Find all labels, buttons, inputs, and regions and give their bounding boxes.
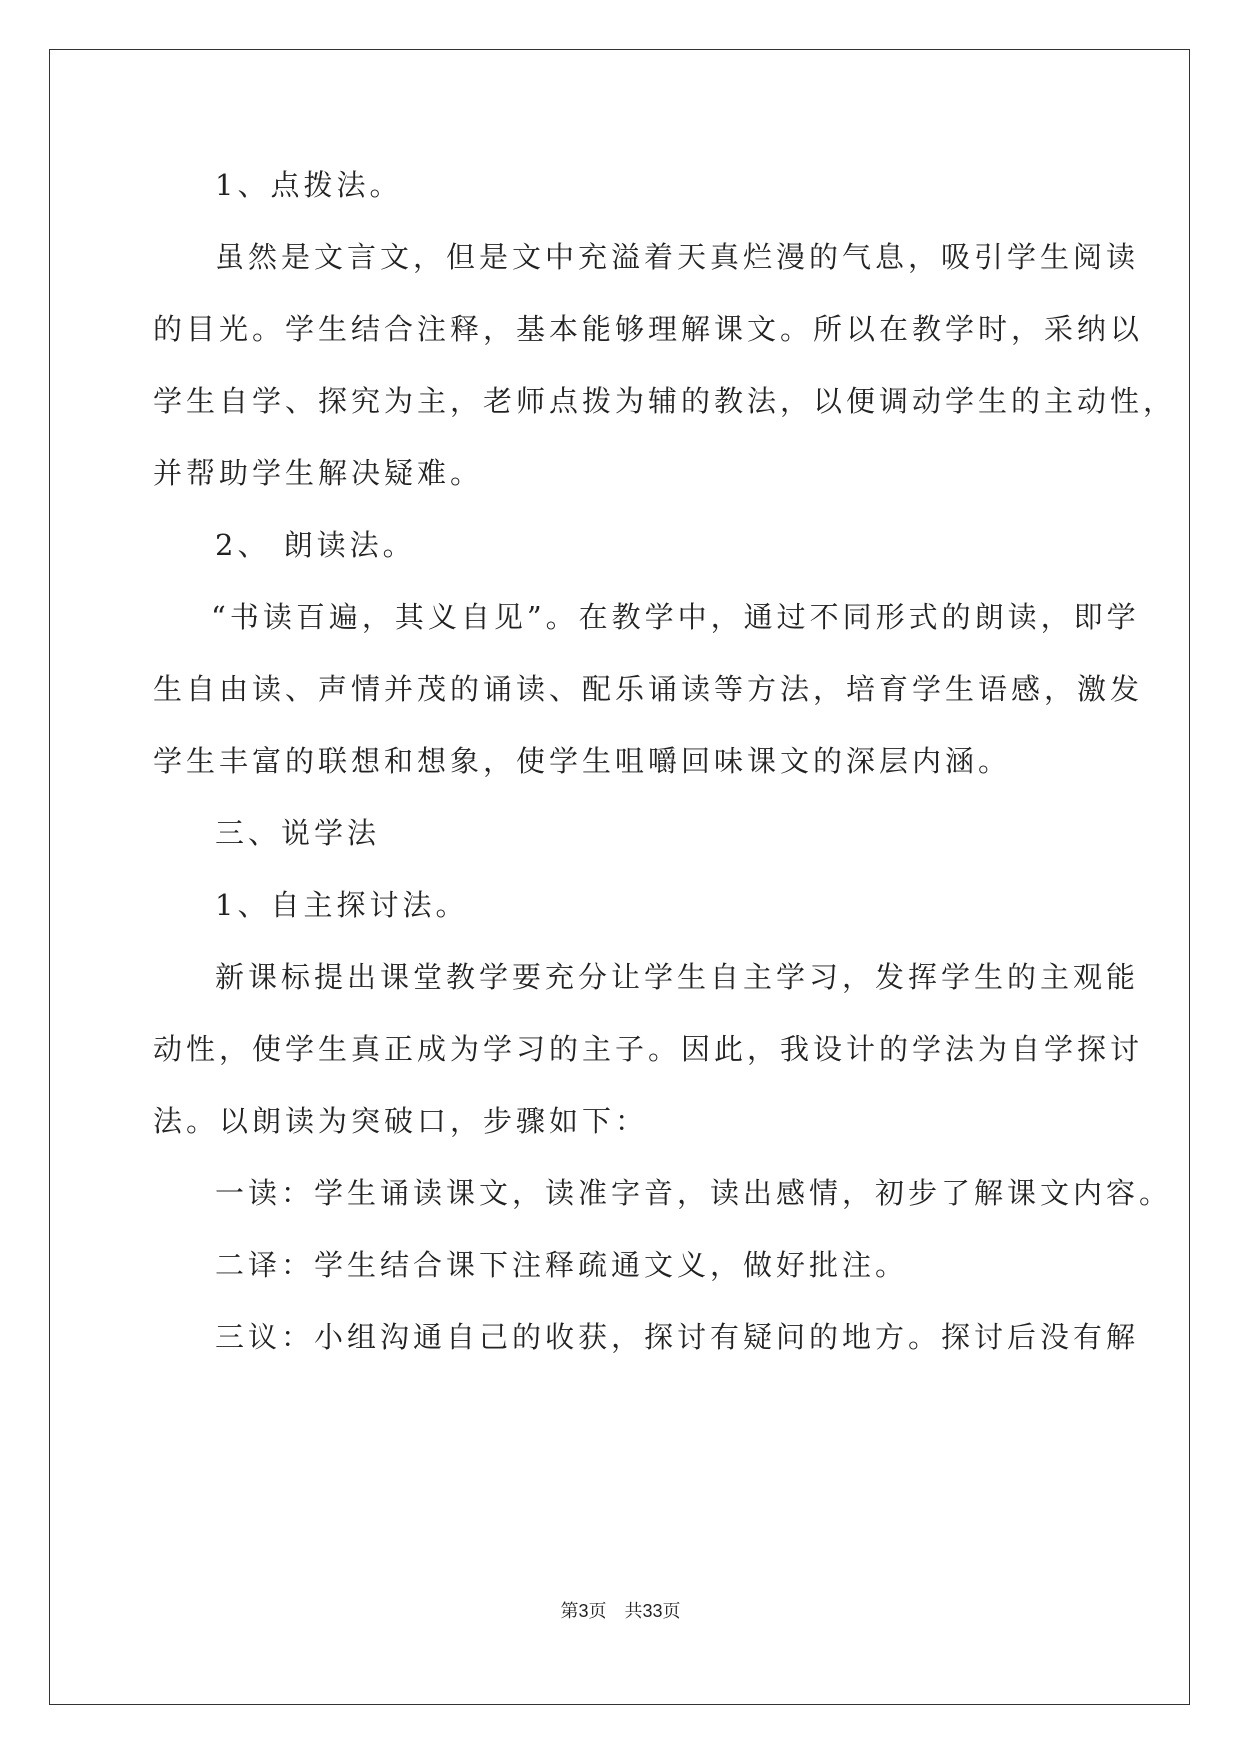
footer-suffix: 页 bbox=[662, 1601, 681, 1622]
heading-method-2: 2、 朗读法。 bbox=[215, 528, 416, 562]
paragraph-line: 法。以朗读为突破口，步骤如下： bbox=[153, 1104, 649, 1138]
step-read: 一读：学生诵读课文，读准字音，读出感情，初步了解课文内容。 bbox=[215, 1176, 1173, 1210]
page-footer bbox=[0, 1597, 1241, 1623]
paragraph-line: 虽然是文言文，但是文中充溢着天真烂漫的气息，吸引学生阅读 bbox=[215, 240, 1140, 274]
paragraph-line: 动性，使学生真正成为学习的主子。因此，我设计的学法为自学探讨 bbox=[153, 1032, 1144, 1066]
heading-learning-1: 1、自主探讨法。 bbox=[215, 888, 469, 922]
page-frame bbox=[49, 49, 1190, 1705]
total-page-count: 33 bbox=[642, 1601, 663, 1621]
paragraph-line: “书读百遍，其义自见”。在教学中，通过不同形式的朗读，即学 bbox=[211, 600, 1140, 634]
section-heading: 三、说学法 bbox=[215, 816, 381, 850]
paragraph-line: 新课标提出课堂教学要充分让学生自主学习，发挥学生的主观能 bbox=[215, 960, 1140, 994]
footer-mid: 页 共 bbox=[588, 1601, 643, 1622]
paragraph-line: 的目光。学生结合注释，基本能够理解课文。所以在教学时，采纳以 bbox=[153, 312, 1144, 346]
paragraph-line: 学生自学、探究为主，老师点拨为辅的教法，以便调动学生的主动性， bbox=[153, 384, 1177, 418]
paragraph-line: 学生丰富的联想和想象，使学生咀嚼回味课文的深层内涵。 bbox=[153, 744, 1012, 778]
heading-method-1: 1、点拨法。 bbox=[215, 168, 403, 202]
step-discuss: 三议：小组沟通自己的收获，探讨有疑问的地方。探讨后没有解 bbox=[215, 1320, 1140, 1354]
footer-prefix: 第 bbox=[560, 1601, 579, 1622]
current-page-number: 3 bbox=[578, 1601, 589, 1621]
paragraph-line: 并帮助学生解决疑难。 bbox=[153, 456, 484, 490]
paragraph-line: 生自由读、声情并茂的诵读、配乐诵读等方法，培育学生语感，激发 bbox=[153, 672, 1144, 706]
step-translate: 二译：学生结合课下注释疏通文义，做好批注。 bbox=[215, 1248, 909, 1282]
